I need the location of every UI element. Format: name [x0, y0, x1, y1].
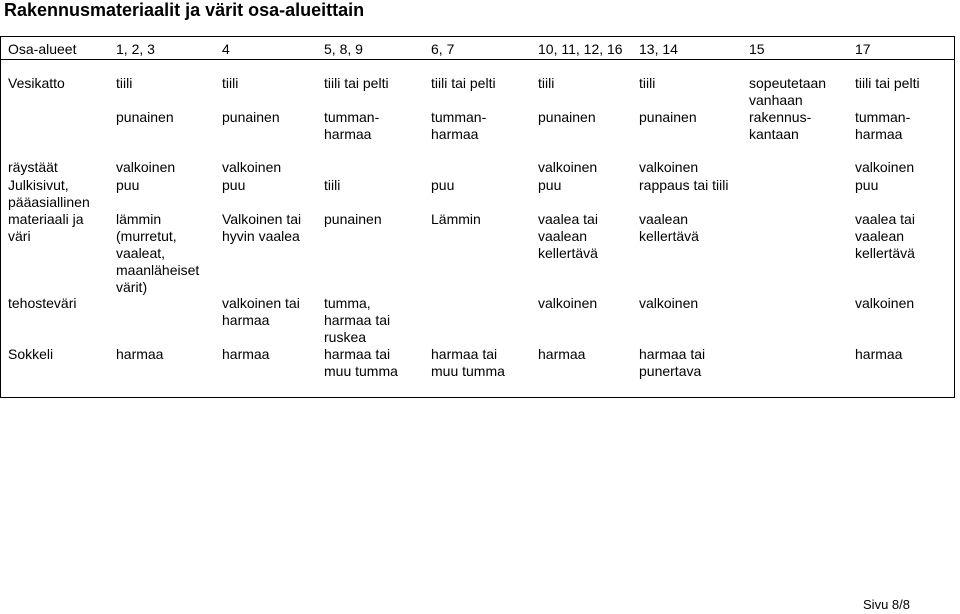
table-cell: rappaus tai tiili vaalean kellertävä	[639, 177, 729, 244]
table-cell: tiili tai pelti tumman- harmaa	[324, 75, 389, 142]
table-cell: valkoinen	[222, 159, 282, 175]
table-cell: tiili punainen	[222, 75, 280, 125]
table-cell: valkoinen tai harmaa	[222, 295, 300, 328]
table-cell: tiili tai pelti tumman- harmaa	[431, 75, 496, 142]
table-cell: harmaa	[855, 346, 903, 362]
table-cell: tumma, harmaa tai ruskea	[324, 295, 391, 345]
table-cell: harmaa	[116, 346, 164, 362]
row-label-julkisivut: Julkisivut, pääasiallinen materiaali ja väri	[8, 177, 90, 244]
table-cell: valkoinen	[855, 295, 915, 311]
page-title: Rakennusmateriaalit ja värit osa-alueittain	[4, 0, 365, 20]
table-cell: puu lämmin (murretut, vaaleat, maanläheiset värit)	[116, 177, 200, 295]
table-cell: puu vaalea tai vaalean kellertävä	[538, 177, 598, 261]
table-cell: valkoinen	[538, 295, 598, 311]
table-cell: harmaa tai muu tumma	[431, 346, 505, 379]
header-area-col: 13, 14	[639, 41, 678, 57]
table-cell: valkoinen	[639, 159, 699, 175]
header-area-col: 1, 2, 3	[116, 41, 155, 57]
table-cell: tiili tai pelti tumman- harmaa	[855, 75, 920, 142]
page-number: Sivu 8/8	[863, 597, 910, 612]
table-cell: puu Valkoinen tai hyvin vaalea	[222, 177, 302, 244]
table-cell: valkoinen	[538, 159, 598, 175]
row-label-vesikatto: Vesikatto	[8, 75, 65, 91]
table-cell: puu Lämmin	[431, 177, 481, 227]
header-area-col: 6, 7	[431, 41, 455, 57]
table-cell: harmaa	[538, 346, 586, 362]
header-label: Osa-alueet	[8, 41, 77, 57]
table-cell: valkoinen	[116, 159, 176, 175]
header-area-col: 5, 8, 9	[324, 41, 363, 57]
row-label-tehostevari: tehosteväri	[8, 295, 77, 311]
table-cell: harmaa tai punertava	[639, 346, 706, 379]
table-cell: harmaa	[222, 346, 270, 362]
row-label-raystaat: räystäät	[8, 159, 58, 175]
table-cell: tiili punainen	[324, 177, 382, 227]
table-cell: harmaa tai muu tumma	[324, 346, 398, 379]
table-cell: valkoinen	[855, 159, 915, 175]
header-area-col: 15	[749, 41, 765, 57]
table-cell: sopeutetaan vanhaan rakennus- kantaan	[749, 75, 827, 142]
header-area-col: 17	[855, 41, 871, 57]
row-label-sokkeli: Sokkeli	[8, 346, 54, 362]
table-cell: puu vaalea tai vaalean kellertävä	[855, 177, 915, 261]
table-cell: tiili punainen	[639, 75, 697, 125]
table-cell: tiili punainen	[538, 75, 596, 125]
header-area-col: 4	[222, 41, 230, 57]
header-area-col: 10, 11, 12, 16	[538, 41, 623, 57]
table-cell: tiili punainen	[116, 75, 174, 125]
table-cell: valkoinen	[639, 295, 699, 311]
